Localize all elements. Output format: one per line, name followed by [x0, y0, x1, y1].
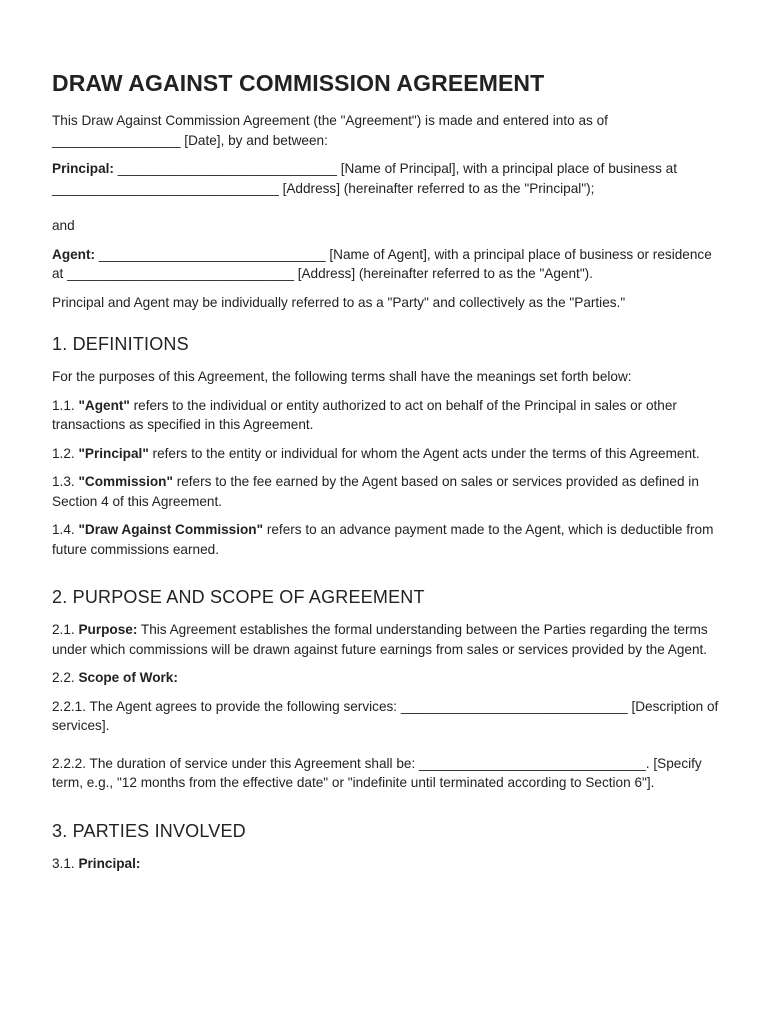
- principal-label: Principal:: [52, 161, 114, 176]
- principal-text: _____________________________ [Name of Principal], with a principal place of business at ______________________________ [Address] (hereinafter referred to as the "Principal");: [52, 161, 677, 196]
- definition-text: refers to the entity or individual for whom the Agent acts under the terms of this Agreement.: [148, 445, 700, 461]
- agent-paragraph: [52, 245, 722, 284]
- section-1-heading: 1. DEFINITIONS: [52, 334, 189, 354]
- scope-number: 2.2.: [52, 670, 79, 685]
- definition-item: [52, 444, 722, 464]
- definition-number: 1.1.: [52, 397, 79, 413]
- parties-item-number: 3.1.: [52, 855, 79, 871]
- parties-item-label: Principal:: [78, 855, 141, 871]
- definition-number: 1.4.: [52, 522, 79, 537]
- definition-term: "Agent": [78, 397, 130, 413]
- definition-term: "Principal": [78, 445, 149, 461]
- agent-text: ______________________________ [Name of Agent], with a principal place of business or residence at ______________________________ [Address] (hereinafter referred to as the "Agent").: [52, 246, 712, 281]
- definition-number: 1.3.: [52, 474, 79, 489]
- definition-text: refers to the fee earned by the Agent based on sales or services provided as defined in Section 4 of this Agreement.: [52, 474, 699, 509]
- definition-text: refers to an advance payment made to the Agent, which is deductible from future commissions earned.: [52, 522, 714, 557]
- scope-paragraph: [52, 668, 722, 688]
- definition-term: "Draw Against Commission": [78, 522, 264, 537]
- definition-item: [52, 396, 722, 435]
- and-text: and: [52, 218, 75, 233]
- definition-item: [52, 520, 722, 559]
- section-3-heading: 3. PARTIES INVOLVED: [52, 820, 246, 841]
- principal-paragraph: [52, 159, 722, 198]
- definition-item: [52, 472, 722, 511]
- purpose-label: Purpose:: [78, 622, 138, 637]
- definition-number: 1.2.: [52, 445, 79, 461]
- purpose-text: This Agreement establishes the formal understanding between the Parties regarding the terms under which commissions will be drawn against future earnings from sales or services provided by the Agent.: [52, 622, 708, 657]
- parties-paragraph: Principal and Agent may be individually referred to as a "Party" and collectively as the "Parties.": [52, 294, 626, 310]
- definition-term: "Commission": [78, 474, 173, 489]
- document-page: [52, 70, 722, 882]
- definition-text: refers to the individual or entity authorized to act on behalf of the Principal in sales or other transactions as specified in this Agreement.: [52, 397, 677, 432]
- agent-label: Agent:: [52, 246, 96, 262]
- intro-paragraph: This Draw Against Commission Agreement (the "Agreement") is made and entered into as of _________________ [Date], by and between:: [52, 113, 608, 148]
- scope-label: Scope of Work:: [78, 670, 178, 685]
- scope-subitem-2: 2.2.2. The duration of service under this Agreement shall be: ______________________________. [Specify term, e.g., "12 months from the effective date" or "indefinite until terminated according to Section 6"].: [52, 755, 702, 790]
- scope-subitem-1: 2.2.1. The Agent agrees to provide the following services: ______________________________ [Description of services].: [52, 698, 719, 733]
- definitions-intro: For the purposes of this Agreement, the following terms shall have the meanings set forth below:: [52, 369, 632, 384]
- purpose-number: 2.1.: [52, 622, 79, 637]
- section-2-heading: 2. PURPOSE AND SCOPE OF AGREEMENT: [52, 587, 425, 607]
- parties-item: [52, 854, 722, 874]
- document-title: DRAW AGAINST COMMISSION AGREEMENT: [52, 70, 545, 96]
- purpose-paragraph: [52, 620, 722, 659]
